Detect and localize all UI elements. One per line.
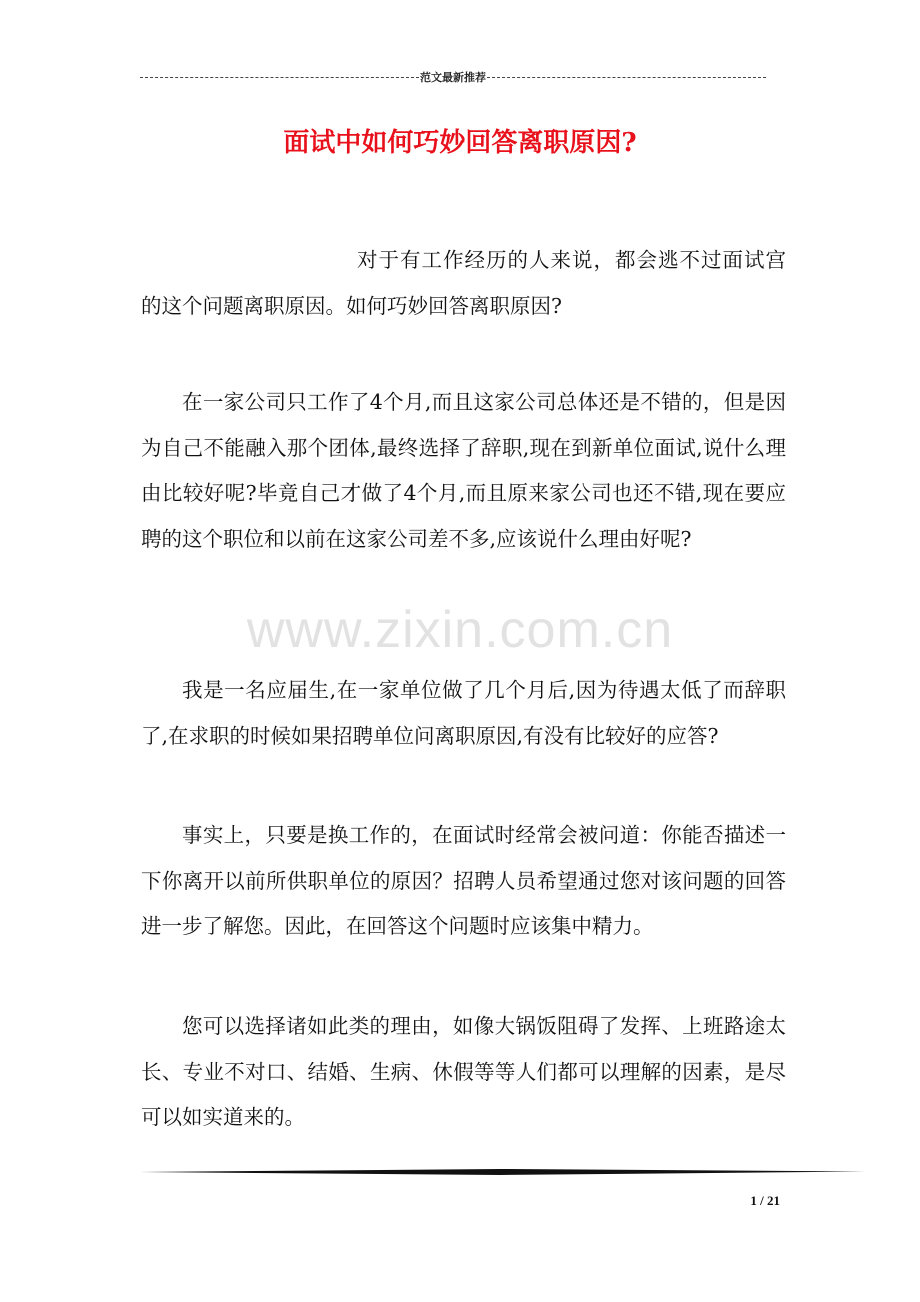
footer-rule	[140, 1167, 865, 1177]
paragraph-question-2: 我是一名应届生,在一家单位做了几个月后,因为待遇太低了而辞职了,在求职的时候如果招聘单位问离职原因,有没有比较好的应答?	[141, 678, 786, 748]
document-title: 面试中如何巧妙回答离职原因?	[283, 128, 637, 158]
page-header	[140, 68, 766, 86]
watermark-text: www.zixin.com.cn	[246, 601, 674, 659]
paragraph-answer-1: 事实上，只要是换工作的，在面试时经常会被问道：你能否描述一下你离开以前所供职单位的原因？招聘人员希望通过您对该问题的回答进一步了解您。因此，在回答这个问题时应该集中精力。	[141, 823, 786, 938]
header-dashes-right	[487, 77, 766, 78]
paragraph-intro: 对于有工作经历的人来说，都会逃不过面试宫的这个问题离职原因。如何巧妙回答离职原因?	[141, 248, 786, 318]
paragraph-question-1: 在一家公司只工作了4个月,而且这家公司总体还是不错的，但是因为自己不能融入那个团体,最终选择了辞职,现在到新单位面试,说什么理由比较好呢?毕竟自己才做了4个月,而且原来家公司也还不错,现在要应聘的这个职位和以前在这家公司差不多,应该说什么理由好呢?	[141, 390, 786, 551]
paragraph-answer-2: 您可以选择诸如此类的理由，如像大锅饭阻碍了发挥、上班路途太长、专业不对口、结婚、生病、休假等等人们都可以理解的因素，是尽可以如实道来的。	[141, 1014, 786, 1129]
page-number: 1 / 21	[750, 1193, 780, 1208]
header-label: 范文最新推荐	[420, 72, 486, 84]
header-dashes-left	[140, 77, 419, 78]
